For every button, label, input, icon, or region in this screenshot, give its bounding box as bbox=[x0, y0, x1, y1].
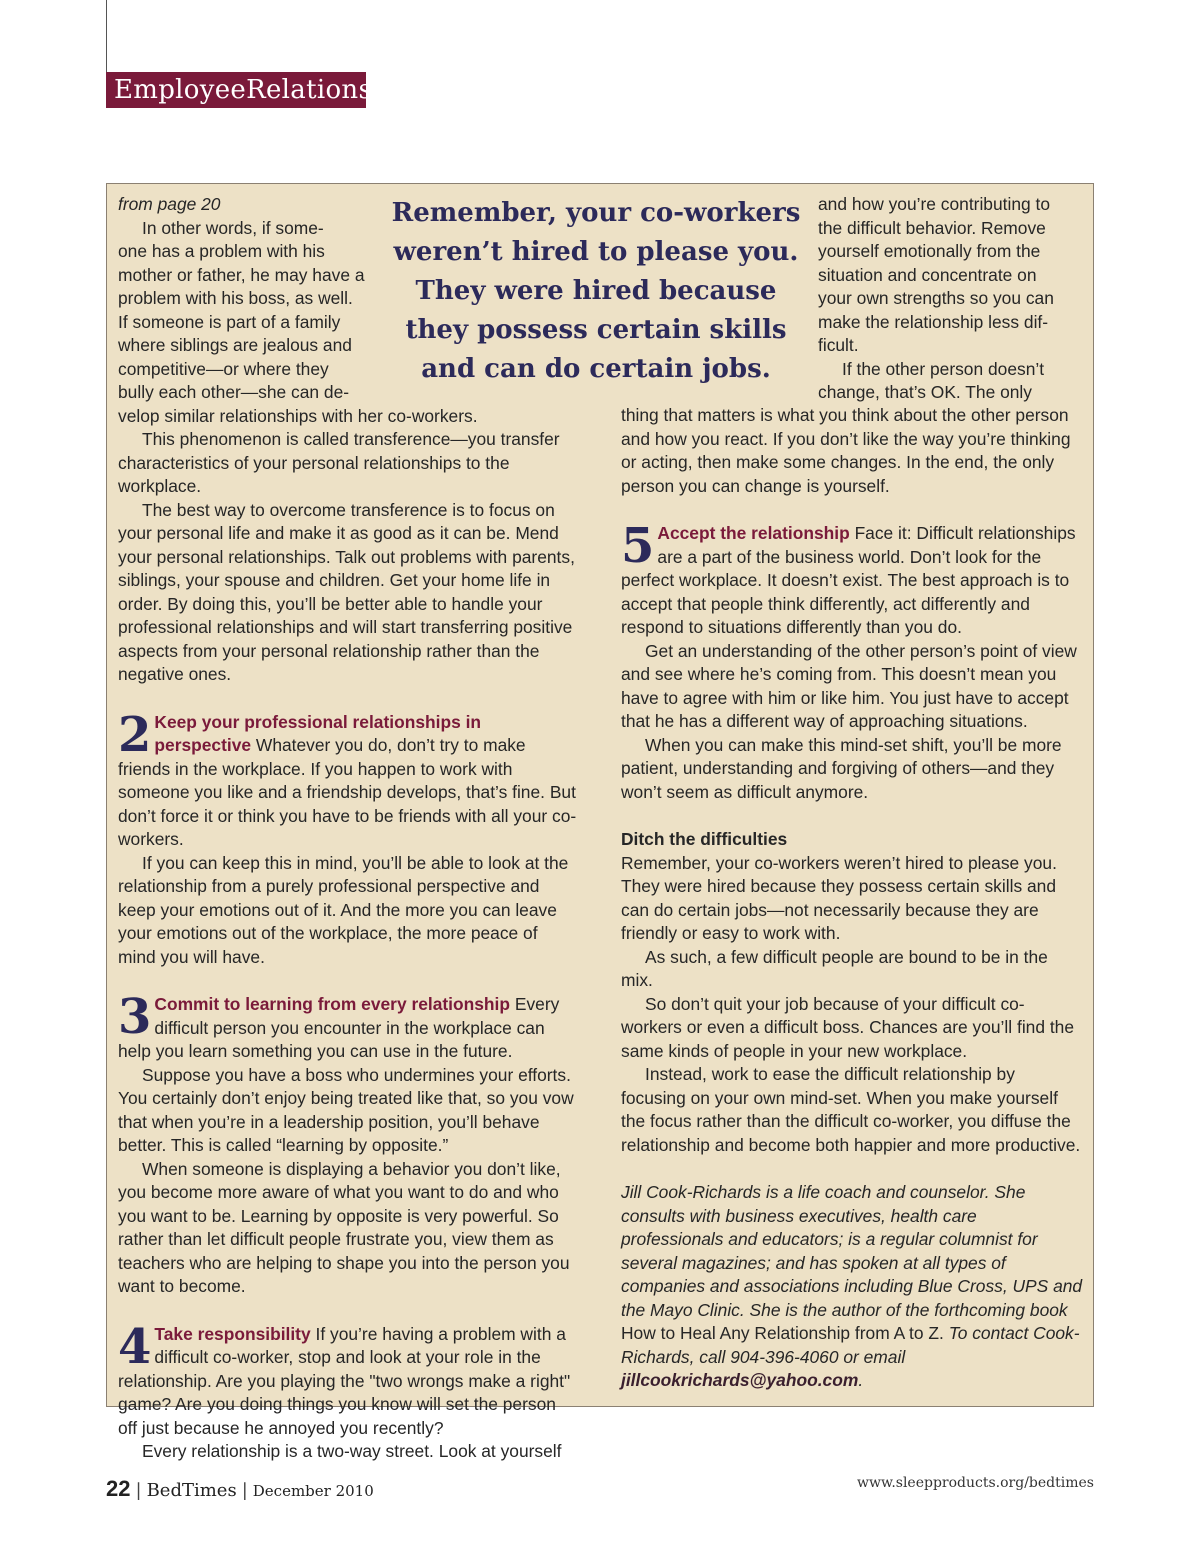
right-column bbox=[621, 404, 1083, 1393]
tip-heading: Keep your professional relationships in perspective bbox=[154, 711, 482, 755]
right-line: change, that’s OK. The only bbox=[818, 382, 1032, 402]
tip-text: Whatever you do, don’t try to make friends in the workplace. If you happen to work with someone you like and a friendship develops, that’s fine. But don’t force it or think you have to be friends with all your co-workers. bbox=[118, 735, 577, 849]
tip-number: 4 bbox=[118, 1318, 152, 1375]
tip-2 bbox=[118, 706, 578, 852]
right-line: your own strengths so you can bbox=[818, 288, 1054, 308]
tip-number: 3 bbox=[118, 989, 152, 1045]
tip-heading: Take responsibility bbox=[154, 1323, 311, 1344]
paragraph: So don’t quit your job because of your difficult co-workers or even a difficult boss. Chances are you’ll find the same kinds of people in your new workplace. bbox=[621, 993, 1075, 1061]
right-line: yourself emotionally from the bbox=[818, 241, 1041, 261]
bio-end: . bbox=[858, 1370, 864, 1390]
book-title: How to Heal Any Relationship from A to Z. bbox=[621, 1323, 944, 1343]
continued-from: from page 20 bbox=[118, 194, 221, 214]
tip-heading: Commit to learning from every relationship bbox=[154, 994, 511, 1014]
tip-paragraph: Get an understanding of the other person’s point of view and see where he’s coming from. This doesn’t mean you have to agree with him or like him. You just have to accept that he has a different way of approaching situations. bbox=[621, 640, 1077, 731]
paragraph-other-person: thing that matters is what you think about the other person and how you react. If you don’t like the way you’re thinking or acting, then make some changes. In the end, the only person you can change is yourself. bbox=[621, 405, 1071, 496]
intro-line: If someone is part of a family bbox=[118, 311, 341, 332]
right-top-column bbox=[818, 193, 1080, 405]
right-line: the difficult behavior. Remove bbox=[818, 217, 1046, 238]
header-rule bbox=[106, 0, 107, 72]
right-line: situation and concentrate on bbox=[818, 264, 1037, 285]
paragraph: Remember, your co-workers weren’t hired to please you. They were hired because they possess certain skills and can do certain jobs—not necessarily because they are friendly or easy to work with. bbox=[621, 852, 1057, 943]
tip-3 bbox=[118, 989, 578, 1064]
intro-line: In other words, if some- bbox=[142, 217, 324, 238]
right-line: ficult. bbox=[818, 335, 859, 355]
magazine-name: BedTimes bbox=[146, 1480, 237, 1501]
intro-line: mother or father, he may have a bbox=[118, 264, 365, 285]
tip-paragraph: If you can keep this in mind, you’ll be able to look at the relationship from a purely professional perspective and keep your emotions out of it. And the more you can leave your emotions out of the workplace, the more peace of mind you will have. bbox=[118, 852, 569, 967]
right-line: If the other person doesn’t bbox=[842, 358, 1045, 379]
tip-number: 5 bbox=[621, 518, 655, 574]
tip-4 bbox=[118, 1318, 578, 1441]
section-label: EmployeeRelations bbox=[106, 72, 366, 108]
intro-line: bully each other—she can de- bbox=[118, 382, 350, 402]
tip-heading: Accept the relationship bbox=[657, 523, 850, 543]
tip-paragraph: Every relationship is a two-way street. Look at yourself bbox=[142, 1441, 562, 1461]
right-line: make the relationship less dif- bbox=[818, 311, 1049, 332]
tip-text: If you’re having a problem with a difficult co-worker, stop and look at your role in the relationship. Are you playing the "two wrongs make a right" game? Are you doing things you know will set the person off just because he annoyed you recently? bbox=[118, 1323, 571, 1438]
paragraph-overcome: The best way to overcome transference is to focus on your personal life and make it as good as it can be. Mend your personal relationships. Talk out problems with parents, siblings, your spouse and children. Get your home life in order. By doing this, you’ll be better able to handle your professional relationships and will start transferring positive aspects from your personal relationship rather than the negative ones. bbox=[118, 499, 575, 684]
separator: | bbox=[241, 1480, 248, 1501]
footer-folio bbox=[106, 1476, 374, 1502]
tip-5 bbox=[621, 518, 1083, 640]
right-line: and how you’re contributing to bbox=[818, 194, 1051, 214]
tip-paragraph: Suppose you have a boss who undermines your efforts. You certainly don’t enjoy being treated like that, so you vow that when you’re in a leadership position, you’ll behave better. This is called “learning by opposite.” bbox=[118, 1064, 574, 1155]
bio-contact: To contact Cook-Richards, call 904-396-4060 or email bbox=[621, 1323, 1080, 1367]
left-column bbox=[118, 193, 578, 1464]
paragraph-transference: This phenomenon is called transference—you transfer characteristics of your personal relationships to the workplace. bbox=[118, 429, 560, 496]
footer-url[interactable]: www.sleepproducts.org/bedtimes bbox=[857, 1475, 1094, 1491]
intro-tail: velop similar relationships with her co-workers. bbox=[118, 405, 478, 426]
separator: | bbox=[135, 1480, 142, 1501]
bio-text: Jill Cook-Richards is a life coach and counselor. She consults with business executives, health care professionals and educators; is a regular columnist for several magazines; and has spoken at all types of companies and associations including Blue Cross, UPS and the Mayo Clinic. She is the author of the forthcoming book bbox=[621, 1182, 1083, 1320]
tip-paragraph: When someone is displaying a behavior you don’t like, you become more aware of what you want to do and who you want to be. Learning by opposite is very powerful. So rather than let difficult people frustrate you, view them as teachers who are helping to shape you into the person you want to become. bbox=[118, 1158, 570, 1296]
paragraph: Instead, work to ease the difficult relationship by focusing on your own mind-set. When you make yourself the focus rather than the difficult co-worker, you diffuse the relationship and become both happier and more productive. bbox=[621, 1064, 1081, 1155]
intro-line: problem with his boss, as well. bbox=[118, 288, 353, 308]
issue-date: December 2010 bbox=[252, 1482, 374, 1500]
intro-line: where siblings are jealous and bbox=[118, 335, 352, 355]
paragraph: As such, a few difficult people are bound to be in the mix. bbox=[621, 946, 1048, 990]
intro-line: competitive—or where they bbox=[118, 358, 329, 379]
pull-quote: Remember, your co-workers weren’t hired to please you. They were hired because they possess certain skills and can do certain jobs. bbox=[391, 198, 801, 384]
author-bio bbox=[621, 1181, 1083, 1393]
tip-text: Face it: Difficult relationships are a part of the business world. Don’t look for the perfect workplace. It doesn’t exist. The best approach is to accept that people think differently, act differently and respond to situations differently than you do. bbox=[621, 523, 1076, 637]
email-link[interactable]: jillcookrichards@yahoo.com bbox=[621, 1370, 859, 1390]
tip-paragraph: When you can make this mind-set shift, you’ll be more patient, understanding and forgiving of others—and they won’t seem as difficult anymore. bbox=[621, 734, 1062, 802]
page-number: 22 bbox=[106, 1476, 131, 1501]
tip-text: Every difficult person you encounter in the workplace can help you learn something you can use in the future. bbox=[118, 994, 560, 1061]
tip-number: 2 bbox=[118, 706, 152, 763]
intro-line: one has a problem with his bbox=[118, 241, 325, 261]
section-heading: Ditch the difficulties bbox=[621, 829, 788, 849]
